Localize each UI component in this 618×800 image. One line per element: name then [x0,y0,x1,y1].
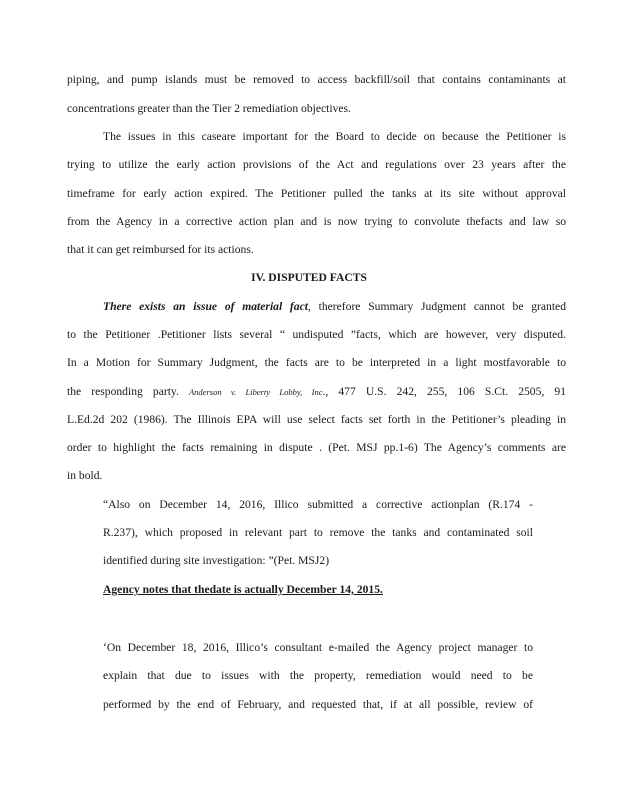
paragraph-2-line-1: The issues in this caseare important for the Board to decide on because the Petitioner is [103,130,566,143]
paragraph-2-line-4: from the Agency in a corrective action plan and is now trying to convolute thefacts and law so [67,215,566,228]
quote-1-line-1: “Also on December 14, 2016, Illico submitted a corrective actionplan (R.174 - [103,498,533,511]
quote-1-line-2: R.237), which proposed in relevant part to remove the tanks and contaminated soil [103,526,533,539]
paragraph-3-line-6: order to highlight the facts remaining in dispute . (Pet. MSJ pp.1-6) The Agency’s comments are [67,441,566,454]
paragraph-1-line-2: concentrations greater than the Tier 2 remediation objectives. [67,102,351,115]
paragraph-2-line-5: that it can get reimbursed for its actions. [67,243,254,256]
paragraph-3-line-2: to the Petitioner .Petitioner lists several “ undisputed ”facts, which are however, very disputed. [67,328,566,341]
paragraph-2-line-2: trying to utilize the early action provisions of the Act and regulations over 23 years after the [67,158,566,171]
paragraph-3-line-7: in bold. [67,469,103,482]
quote-2-line-1: ‘On December 18, 2016, Illico’s consultant e-mailed the Agency project manager to [103,641,533,654]
quote-2-line-3: performed by the end of February, and requested that, if at all possible, review of [103,698,533,711]
paragraph-3-line-4-start: the responding party. [67,385,179,398]
paragraph-3-line-5: L.Ed.2d 202 (1986). The Illinois EPA will use select facts set forth in the Petitioner’s pleading in [67,413,566,426]
paragraph-3-line-1 [103,300,566,314]
case-citation-rest: ., 477 U.S. 242, 255, 106 S.Ct. 2505, 91 [322,385,566,398]
material-fact-emphasis: There exists an issue of material fact [103,300,308,313]
agency-note: Agency notes that thedate is actually December 14, 2015. [103,583,383,596]
case-citation-name: Anderson v. Liberty Lobby, Inc [188,387,323,397]
paragraph-3-line-3: In a Motion for Summary Judgment, the facts are to be interpreted in a light mostfavorable to [67,356,566,369]
paragraph-1-line-1: piping, and pump islands must be removed to access backfill/soil that contains contaminants at [67,73,566,86]
paragraph-3-line-4 [67,385,566,399]
paragraph-3-line-1-rest: , therefore Summary Judgment cannot be granted [307,300,566,313]
section-heading: IV. DISPUTED FACTS [251,271,367,284]
quote-1-line-3: identified during site investigation: ”(Pet. MSJ2) [103,554,330,567]
paragraph-2-line-3: timeframe for early action expired. The Petitioner pulled the tanks at its site without approval [67,187,566,200]
quote-2-line-2: explain that due to issues with the property, remediation would need to be [103,669,533,682]
